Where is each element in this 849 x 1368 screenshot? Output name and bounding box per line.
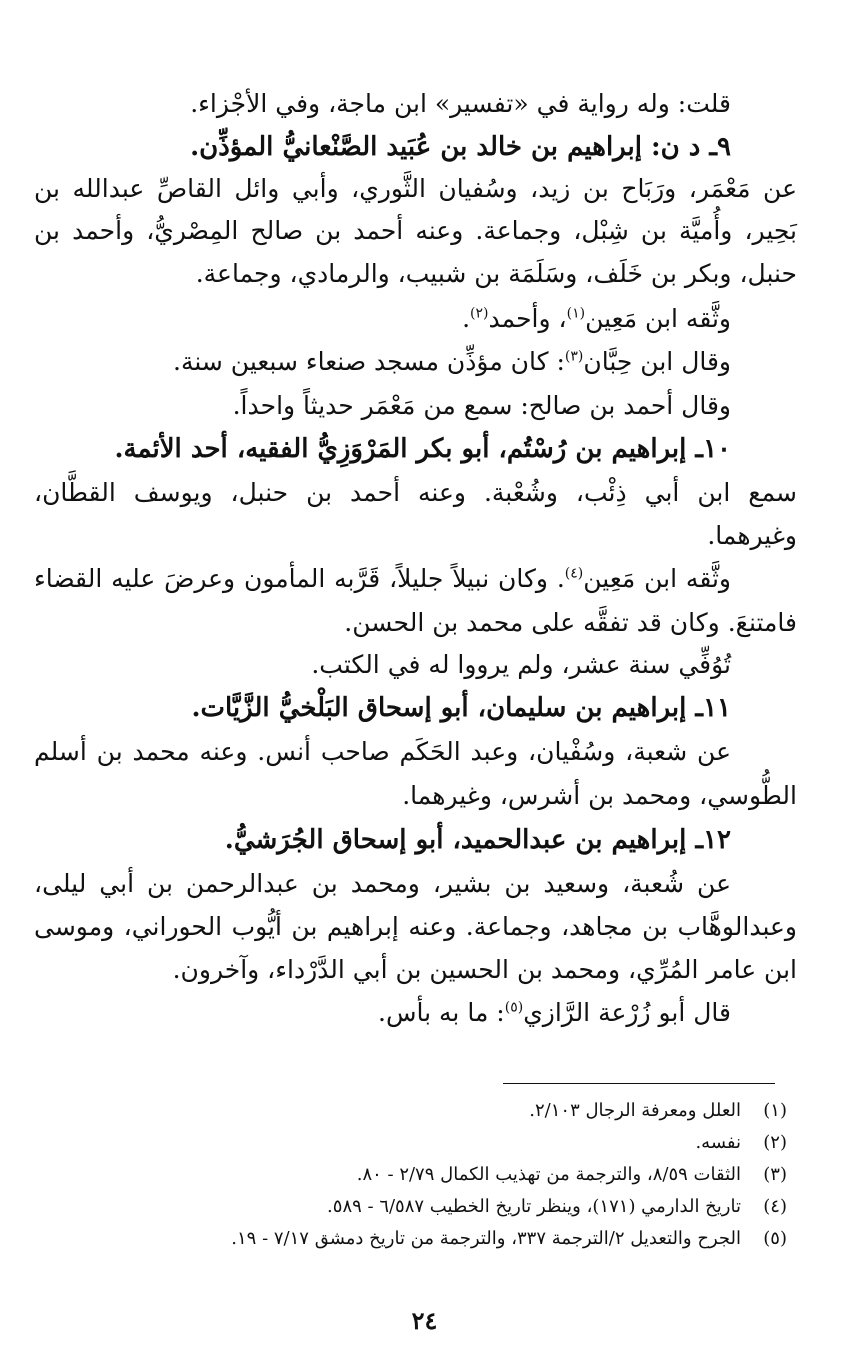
body-line: وثَّقه ابن مَعِين$^{(٤)}$. وكان نبيلاً جليلاً، قَرَّبه المأمون وعرضَ عليه القضاء <box>34 564 732 593</box>
body-line: عن مَعْمَر، ورَبَاح بن زيد، وسُفيان الثَّوري، وأبي وائل القاصِّ عبدالله بن <box>34 174 797 203</box>
footnote-ref: (٣) <box>564 348 584 365</box>
footnote-text: الثقات ٨/٥٩، والترجمة من تهذيب الكمال ٢/٧٩ - ٨٠. <box>356 1164 741 1185</box>
body-line: عن شُعبة، وسعيد بن بشير، ومحمد بن عبدالرحمن بن أبي ليلى، <box>34 869 731 898</box>
entry-heading-11: ١١ـ إبراهيم بن سليمان، أبو إسحاق البَلْخيُّ الزَّيَّات. <box>191 693 731 723</box>
footnote-text: نفسه. <box>695 1132 741 1153</box>
body-line: سمع ابن أبي ذِئْب، وشُعْبة. وعنه أحمد بن حنبل، ويوسف القطَّان، <box>34 478 797 507</box>
body-line: الطُّوسي، ومحمد بن أشرس، وغيرهما. <box>402 781 797 810</box>
footnote-number: (٢) <box>763 1132 787 1153</box>
body-line: وعبدالوهَّاب بن مجاهد، وجماعة. وعنه إبراهيم بن أيُّوب الحوراني، وموسى <box>34 912 797 941</box>
body-line: تُوُفِّي سنة عشر، ولم يرووا له في الكتب. <box>311 650 731 679</box>
body-line: عن شعبة، وسُفْيان، وعبد الحَكَم صاحب أنس. وعنه محمد بن أسلم <box>34 737 731 766</box>
footnote-number: (٥) <box>763 1228 787 1249</box>
body-line: فامتنعَ. وكان قد تفقَّه على محمد بن الحسن. <box>344 608 797 637</box>
footnote-3 <box>357 1162 787 1188</box>
footnote-ref: (٤) <box>564 565 584 582</box>
footnote-number: (٤) <box>763 1196 787 1217</box>
footnote-ref: (٢) <box>470 305 489 322</box>
footnote-1 <box>529 1098 787 1124</box>
footnote-ref: (٥) <box>504 999 524 1016</box>
body-line: وغيرهما. <box>707 521 797 550</box>
footnote-text: الجرح والتعديل ٢/الترجمة ٣٣٧، والترجمة من تاريخ دمشق ٧/١٧ - ١٩. <box>231 1228 741 1249</box>
footnote-text: العلل ومعرفة الرجال ٢/١٠٣. <box>529 1100 741 1121</box>
body-line: حنبل، وبكر بن خَلَف، وسَلَمَة بن شبيب، والرمادي، وجماعة. <box>195 259 797 288</box>
entry-heading-10: ١٠ـ إبراهيم بن رُسْتُم، أبو بكر المَرْوَزِيُّ الفقيه، أحد الأئمة. <box>114 434 731 464</box>
body-line: قلت: وله رواية في «تفسير» ابن ماجة، وفي الأجْزاء. <box>190 89 731 118</box>
footnote-4 <box>327 1194 787 1220</box>
footnote-text: تاريخ الدارمي (١٧١)، وينظر تاريخ الخطيب ٦/٥٨٧ - ٥٨٩. <box>327 1196 741 1217</box>
footnote-number: (٣) <box>763 1164 787 1185</box>
body-line: وثَّقه ابن مَعِين$^{(١)}$، وأحمد$^{(٢)}$. <box>462 304 731 333</box>
footnote-5 <box>231 1226 787 1252</box>
body-line: بَحِير، وأُميَّة بن شِبْل، وجماعة. وعنه أحمد بن صالح المِصْريُّ، وأحمد بن <box>34 216 797 245</box>
body-line: وقال أحمد بن صالح: سمع من مَعْمَر حديثاً واحداً. <box>232 391 731 420</box>
footnote-separator <box>503 1083 775 1084</box>
footnote-2 <box>695 1130 787 1156</box>
body-line: قال أبو زُرْعة الرَّازي$^{(٥)}$: ما به بأس. <box>378 998 731 1027</box>
entry-heading-12: ١٢ـ إبراهيم بن عبدالحميد، أبو إسحاق الجُرَشيُّ. <box>224 825 731 855</box>
entry-heading-9: ٩ـ د ن: إبراهيم بن خالد بن عُبَيد الصَّنْعانيُّ المؤذِّن. <box>190 132 731 162</box>
footnote-ref: (١) <box>566 305 586 322</box>
body-line: ابن عامر المُرِّي، ومحمد بن الحسين بن أبي الدَّرْداء، وآخرون. <box>172 955 797 984</box>
page-number: ٢٤ <box>411 1306 438 1335</box>
footnote-number: (١) <box>763 1100 787 1121</box>
body-line: وقال ابن حِبَّان$^{(٣)}$: كان مؤذِّن مسجد صنعاء سبعين سنة. <box>173 347 731 376</box>
